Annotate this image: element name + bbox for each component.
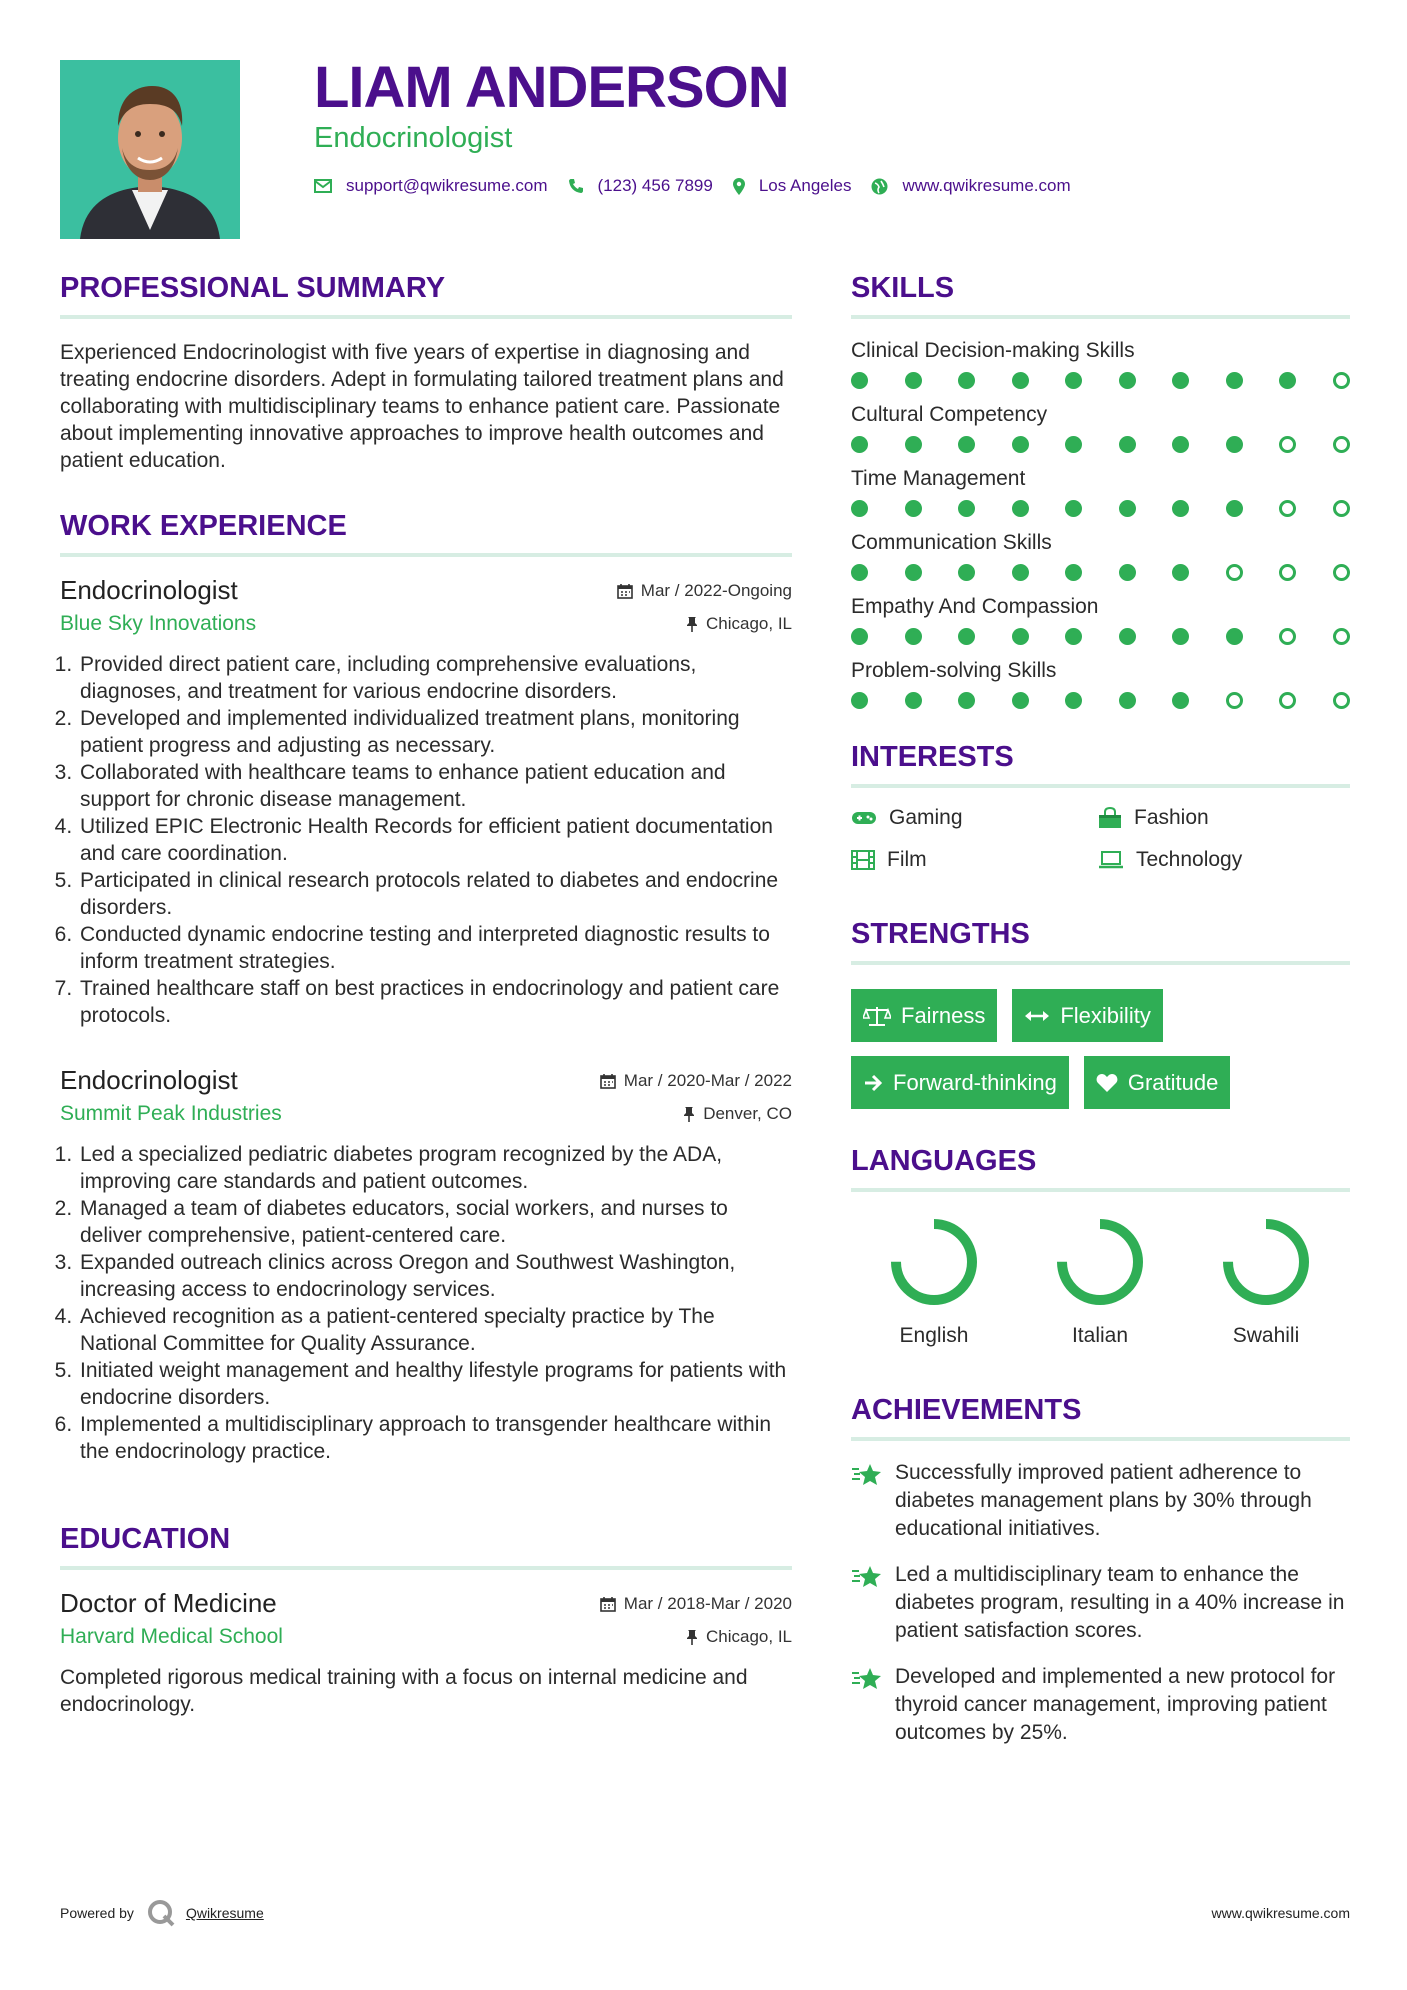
achievement-item: Successfully improved patient adherence to diabetes management plans by 30% through educational initiatives. xyxy=(851,1459,1350,1543)
rating-dot-filled xyxy=(851,628,868,645)
company-name: Blue Sky Innovations xyxy=(60,612,257,635)
job-title: Endocrinologist xyxy=(60,1065,238,1095)
star-badge-icon xyxy=(851,1563,883,1591)
list-item: 3. Expanded outreach clinics across Oregon and Southwest Washington, increasing access to endocrinology services. xyxy=(78,1249,792,1303)
left-column xyxy=(60,272,792,1718)
school-name: Harvard Medical School xyxy=(60,1625,283,1648)
contact-bar xyxy=(314,176,1091,196)
languages-list xyxy=(851,1216,1350,1348)
rating-dot-filled xyxy=(1172,372,1189,389)
rating-dot-filled xyxy=(905,500,922,517)
job-location: Chicago, IL xyxy=(686,614,792,634)
skill-rating xyxy=(851,692,1350,709)
achievement-item: Developed and implemented a new protocol for thyroid cancer management, improving patient outcomes by 25%. xyxy=(851,1663,1350,1747)
education-entry xyxy=(60,1588,792,1718)
rating-dot-filled xyxy=(1012,500,1029,517)
skill-name: Problem-solving Skills xyxy=(851,659,1057,682)
calendar-icon xyxy=(600,1073,616,1089)
language-level-ring xyxy=(1054,1216,1146,1308)
education-heading: EDUCATION xyxy=(60,1523,792,1570)
skill-name: Clinical Decision-making Skills xyxy=(851,339,1135,362)
strength-chip: Gratitude xyxy=(1084,1056,1231,1109)
contact-email[interactable] xyxy=(314,176,548,196)
rating-dot-filled xyxy=(1012,564,1029,581)
job-location: Denver, CO xyxy=(683,1104,792,1124)
rating-dot-filled xyxy=(1065,692,1082,709)
contact-location[interactable] xyxy=(733,176,852,196)
laptop-icon xyxy=(1098,851,1124,869)
skills-heading: SKILLS xyxy=(851,272,1350,319)
language-name: Swahili xyxy=(1232,1324,1300,1347)
globe-icon xyxy=(871,178,888,195)
rating-dot-filled xyxy=(1065,628,1082,645)
job-bullets xyxy=(78,651,792,1029)
rating-dot-filled xyxy=(958,628,975,645)
rating-dot-filled xyxy=(1119,564,1136,581)
candidate-title: Endocrinologist xyxy=(314,122,513,154)
rating-dot-filled xyxy=(958,372,975,389)
rating-dot-filled xyxy=(958,692,975,709)
website-text: www.qwikresume.com xyxy=(902,176,1071,195)
language-name: English xyxy=(899,1324,969,1347)
language-level-arc xyxy=(1228,1224,1304,1300)
pushpin-icon xyxy=(686,1629,698,1645)
scale-icon xyxy=(863,1005,891,1027)
rating-dot-filled xyxy=(1172,436,1189,453)
rating-dot-filled xyxy=(1172,628,1189,645)
list-item: 4. Achieved recognition as a patient-centered specialty practice by The National Committee for Quality Assurance. xyxy=(78,1303,792,1357)
list-item: 3. Collaborated with healthcare teams to enhance patient education and support for chronic disease management. xyxy=(78,759,792,813)
envelope-icon xyxy=(314,179,332,193)
rating-dot-filled xyxy=(1119,436,1136,453)
powered-by-label: Powered by xyxy=(60,1905,134,1921)
rating-dot-filled xyxy=(905,628,922,645)
rating-dot-filled xyxy=(1119,372,1136,389)
job-entry xyxy=(60,1065,792,1465)
rating-dot-empty xyxy=(1279,692,1296,709)
rating-dot-empty xyxy=(1333,564,1350,581)
rating-dot-empty xyxy=(1279,500,1296,517)
rating-dot-filled xyxy=(1226,372,1243,389)
rating-dot-empty xyxy=(1333,436,1350,453)
skill-name: Communication Skills xyxy=(851,531,1052,554)
strengths-list xyxy=(851,989,1350,1109)
rating-dot-empty xyxy=(1279,436,1296,453)
degree-title: Doctor of Medicine xyxy=(60,1588,277,1618)
phone-icon xyxy=(568,178,584,194)
experience-heading: WORK EXPERIENCE xyxy=(60,510,792,557)
location-text: Los Angeles xyxy=(758,176,852,195)
rating-dot-filled xyxy=(958,564,975,581)
summary-text: Experienced Endocrinologist with five years of expertise in diagnosing and treating endocrine disorders. Adept in formulating tailored treatment plans and collaborating with multidisciplinary teams to enhance patient care. Passionate about implementing innovative approaches to improve health outcomes and patient education. xyxy=(60,341,784,472)
rating-dot-empty xyxy=(1333,500,1350,517)
brand-link[interactable]: Qwikresume xyxy=(185,1905,264,1921)
achievements-heading: ACHIEVEMENTS xyxy=(851,1394,1350,1441)
job-dates: Mar / 2020-Mar / 2022 xyxy=(600,1071,792,1091)
interests-grid xyxy=(851,806,1350,872)
list-item: 5. Participated in clinical research protocols related to diabetes and endocrine disorders. xyxy=(78,867,792,921)
job-entry xyxy=(60,575,792,1029)
rating-dot-filled xyxy=(1065,372,1082,389)
rating-dot-filled xyxy=(851,564,868,581)
rating-dot-filled xyxy=(1226,628,1243,645)
calendar-icon xyxy=(600,1596,616,1612)
heart-icon xyxy=(1096,1073,1118,1093)
rating-dot-filled xyxy=(905,564,922,581)
skill-rating xyxy=(851,500,1350,517)
skills-list xyxy=(851,337,1350,709)
list-item: 6. Implemented a multidisciplinary approach to transgender healthcare within the endocrinology practice. xyxy=(78,1411,792,1465)
skill-rating xyxy=(851,436,1350,453)
footer-url[interactable]: www.qwikresume.com xyxy=(1211,1905,1350,1921)
interest-item: Fashion xyxy=(1098,806,1345,830)
skill-rating xyxy=(851,628,1350,645)
rating-dot-empty xyxy=(1226,692,1243,709)
achievement-item: Led a multidisciplinary team to enhance the diabetes program, resulting in a 40% increase in patient satisfaction scores. xyxy=(851,1561,1350,1645)
rating-dot-filled xyxy=(1012,372,1029,389)
list-item: 4. Utilized EPIC Electronic Health Records for efficient patient documentation and care coordination. xyxy=(78,813,792,867)
rating-dot-filled xyxy=(1172,500,1189,517)
list-item: 1. Provided direct patient care, including comprehensive evaluations, diagnoses, and treatment for various endocrine disorders. xyxy=(78,651,792,705)
rating-dot-filled xyxy=(1065,500,1082,517)
rating-dot-filled xyxy=(905,372,922,389)
rating-dot-empty xyxy=(1279,564,1296,581)
list-item: 1. Led a specialized pediatric diabetes program recognized by the ADA, improving care standards and patient outcomes. xyxy=(78,1141,792,1195)
language-level-arc xyxy=(1062,1224,1138,1300)
job-bullets xyxy=(78,1141,792,1465)
rating-dot-empty xyxy=(1333,372,1350,389)
company-name: Summit Peak Industries xyxy=(60,1102,282,1125)
film-icon xyxy=(851,850,875,870)
rating-dot-filled xyxy=(1012,628,1029,645)
rating-dot-empty xyxy=(1226,564,1243,581)
languages-heading: LANGUAGES xyxy=(851,1145,1350,1192)
achievements-list xyxy=(851,1459,1350,1747)
summary-heading: PROFESSIONAL SUMMARY xyxy=(60,272,792,319)
interest-item: Gaming xyxy=(851,806,1098,830)
candidate-name: LIAM ANDERSON xyxy=(314,55,789,120)
pushpin-icon xyxy=(686,616,698,632)
interests-heading: INTERESTS xyxy=(851,741,1350,788)
language-item xyxy=(1017,1216,1183,1348)
list-item: 7. Trained healthcare staff on best practices in endocrinology and patient care protocols. xyxy=(78,975,792,1029)
star-badge-icon xyxy=(851,1461,883,1489)
language-item xyxy=(1183,1216,1349,1348)
profile-photo xyxy=(60,60,240,239)
arrow-right-icon xyxy=(863,1073,883,1093)
rating-dot-filled xyxy=(1065,436,1082,453)
calendar-icon xyxy=(617,583,633,599)
education-location: Chicago, IL xyxy=(686,1627,792,1647)
bag-icon xyxy=(1098,807,1122,829)
rating-dot-filled xyxy=(1226,436,1243,453)
strengths-heading: STRENGTHS xyxy=(851,918,1350,965)
rating-dot-filled xyxy=(958,436,975,453)
right-column xyxy=(851,272,1350,1747)
language-level-ring xyxy=(1220,1216,1312,1308)
job-title: Endocrinologist xyxy=(60,575,238,605)
education-description: Completed rigorous medical training with a focus on internal medicine and endocrinology. xyxy=(60,1666,748,1716)
rating-dot-filled xyxy=(851,372,868,389)
rating-dot-filled xyxy=(1172,692,1189,709)
pushpin-icon xyxy=(683,1106,695,1122)
language-level-ring xyxy=(888,1216,980,1308)
skill-name: Empathy And Compassion xyxy=(851,595,1099,618)
list-item: 2. Managed a team of diabetes educators, social workers, and nurses to deliver comprehensive, patient-centered care. xyxy=(78,1195,792,1249)
star-badge-icon xyxy=(851,1665,883,1693)
rating-dot-filled xyxy=(1012,436,1029,453)
language-item xyxy=(851,1216,1017,1348)
rating-dot-filled xyxy=(1226,500,1243,517)
rating-dot-empty xyxy=(1333,692,1350,709)
rating-dot-filled xyxy=(851,436,868,453)
interest-item: Technology xyxy=(1098,848,1345,872)
rating-dot-filled xyxy=(1119,692,1136,709)
arrows-horizontal-icon xyxy=(1024,1009,1050,1023)
skill-name: Cultural Competency xyxy=(851,403,1048,426)
list-item: 6. Conducted dynamic endocrine testing and interpreted diagnostic results to inform treatment strategies. xyxy=(78,921,792,975)
qwikresume-logo-icon xyxy=(146,1898,176,1928)
rating-dot-empty xyxy=(1279,628,1296,645)
rating-dot-filled xyxy=(958,500,975,517)
map-pin-icon xyxy=(733,178,745,195)
language-level-arc xyxy=(896,1224,972,1300)
job-dates: Mar / 2022-Ongoing xyxy=(617,581,792,601)
education-dates: Mar / 2018-Mar / 2020 xyxy=(600,1594,792,1614)
rating-dot-filled xyxy=(1065,564,1082,581)
rating-dot-filled xyxy=(1012,692,1029,709)
rating-dot-filled xyxy=(905,436,922,453)
skill-rating xyxy=(851,372,1350,389)
rating-dot-filled xyxy=(851,500,868,517)
rating-dot-filled xyxy=(905,692,922,709)
rating-dot-empty xyxy=(1333,628,1350,645)
footer xyxy=(60,1898,1350,1928)
list-item: 5. Initiated weight management and healthy lifestyle programs for patients with endocrine disorders. xyxy=(78,1357,792,1411)
strength-chip: Fairness xyxy=(851,989,997,1042)
gamepad-icon xyxy=(851,809,877,827)
rating-dot-filled xyxy=(1119,500,1136,517)
email-text: support@qwikresume.com xyxy=(346,176,548,195)
skill-name: Time Management xyxy=(851,467,1026,490)
skill-rating xyxy=(851,564,1350,581)
language-name: Italian xyxy=(1071,1324,1129,1347)
rating-dot-filled xyxy=(851,692,868,709)
phone-text: (123) 456 7899 xyxy=(597,176,713,195)
list-item: 2. Developed and implemented individualized treatment plans, monitoring patient progress and adjusting as necessary. xyxy=(78,705,792,759)
contact-website[interactable] xyxy=(871,176,1070,196)
powered-by xyxy=(60,1898,264,1928)
contact-phone[interactable] xyxy=(568,176,713,196)
rating-dot-filled xyxy=(1279,372,1296,389)
rating-dot-filled xyxy=(1119,628,1136,645)
interest-item: Film xyxy=(851,848,1098,872)
strength-chip: Forward-thinking xyxy=(851,1056,1069,1109)
rating-dot-filled xyxy=(1172,564,1189,581)
strength-chip: Flexibility xyxy=(1012,989,1162,1042)
